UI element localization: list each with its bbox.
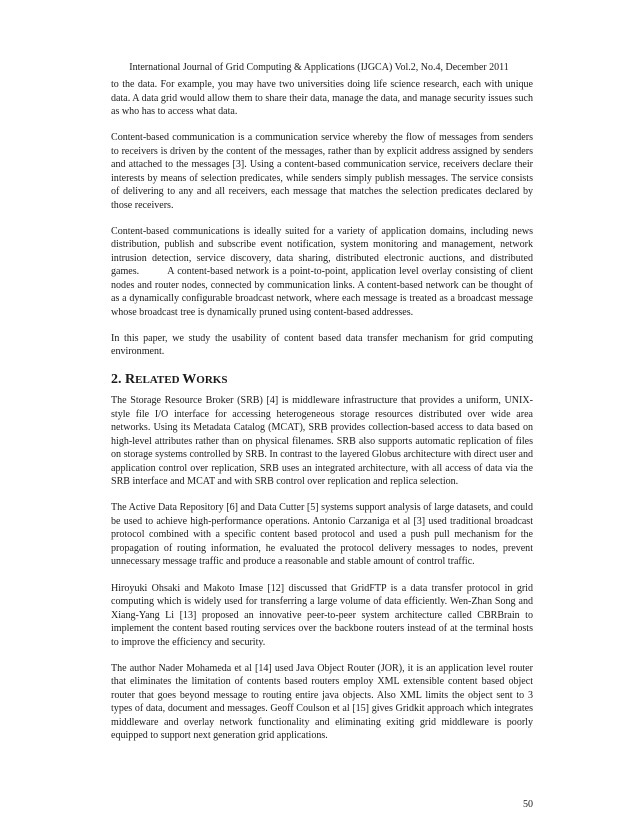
paragraph-intro-1: to the data. For example, you may have two universities doing life science research, each with unique data. A data grid would allow them to share their data, manage the data, and manage security issues such as who has to access what data. [111, 79, 533, 117]
page-number: 50 [523, 799, 533, 810]
paragraph-related-1: The Storage Resource Broker (SRB) [4] is middleware infrastructure that provides a uniform, UNIX-style file I/O interface for accessing heterogeneous storage resources distributed over wide area networks. Using its Metadata Catalog (MCAT), SRB provides collection-based access to data based on high-level attributes rather than on physical filenames. SRB also supports automatic replication of files on storage systems controlled by SRB. In contrast to the layered Globus architecture with direct user and application control over replication, SRB uses an integrated architecture, with all access of data via the SRB interface and MCAT and with SRB control over replication and replica selection. [111, 395, 533, 488]
section-title-part-1: ELATED [135, 374, 183, 387]
paragraph-related-2: The Active Data Repository [6] and Data Cutter [5] systems support analysis of large datasets, and could be used to achieve high-performance operations. Antonio Carzaniga et al [3] used traditional broadcast protocol combined with a specific content based protocol and used a push pull mechanism for the propagation of routing information, he evaluated the protocol delivery messages to nodes, prevent unnecessary message traffic and produce a reasonable and stable amount of control traffic. [111, 502, 533, 568]
paragraph-intro-3: Content-based communications is ideally suited for a variety of application domains, including news distribution, publish and subscribe event notification, system monitoring and management, network intrusion detection, service discovery, data sharing, distributed electronic auctions, and distributed games. A content-based network is a point-to-point, application level overlay consisting of client nodes and router nodes, connected by communication links. A content-based network can be thought of as a dynamically configurable broadcast network, where each message is treated as a broadcast message whose broadcast tree is dynamically pruned using content-based addresses. [111, 225, 536, 318]
running-header: International Journal of Grid Computing & Applications (IJGCA) Vol.2, No.4, December 2011 [129, 62, 509, 73]
paragraph-related-3: Hiroyuki Ohsaki and Makoto Imase [12] discussed that GridFTP is a data transfer protocol in grid computing which is widely used for transferring a large volume of data efficiently. Wen-Zhan Song and Xiang-Yang Li [13] proposed an innovative peer-to-peer system architecture called CBRBrain to implement the content based routing services over the backbone routers instead of at the terminal hosts to improve the efficiency and security. [111, 582, 533, 648]
section-title-letter-r: R [125, 372, 136, 388]
section-number: 2. [111, 372, 125, 388]
paragraph-related-4: The author Nader Mohameda et al [14] used Java Object Router (JOR), it is an application level router that eliminates the limitation of contents based routers employ XML extensible content based object router that goes beyond message to routing entire java objects. Also XML limits the object sent to 3 types of data, document and messages. Geoff Coulson et al [15] gives Gridkit approach which integrates middleware and overlay network functionality and eliminating exiting grid middleware is poorly equipped to support next generation grid applications. [111, 662, 533, 742]
section-heading-related-works [111, 371, 533, 389]
article-body [111, 78, 536, 755]
section-title-letter-w: W [182, 372, 197, 388]
paragraph-intro-2: Content-based communication is a communication service whereby the flow of messages from senders to receivers is driven by the content of the messages, rather than by explicit address assigned by senders and attached to the messages [3]. Using a content-based communication service, receivers declare their interests by means of selection predicates, while senders simply publish messages. The service consists of delivering to any and all receivers, each message that matches the selection predicates declared by those receivers. [111, 132, 533, 211]
paragraph-intro-4: In this paper, we study the usability of content based data transfer mechanism for grid computing environment. [111, 332, 533, 358]
section-title-part-2: ORKS [196, 374, 228, 387]
